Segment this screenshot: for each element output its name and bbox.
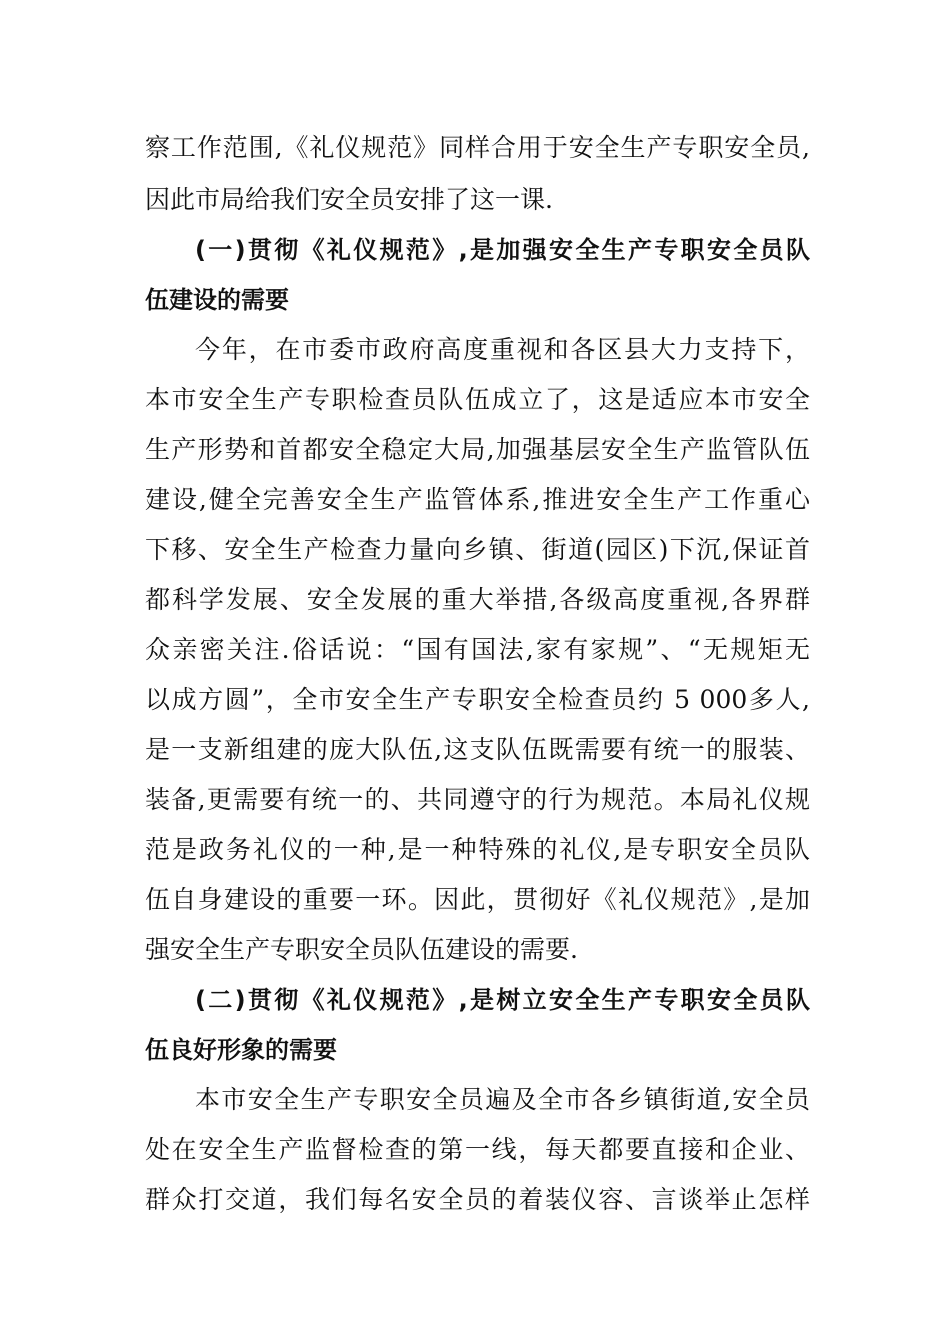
text-line: 强安全生产专职安全员队伍建设的需要. [145, 935, 578, 964]
text-line: 伍自身建设的重要一环。因此，贯彻好《礼仪规范》,是加 [145, 885, 810, 914]
section-heading-1: (一)贯彻《礼仪规范》,是加强安全生产专职安全员队 [195, 236, 810, 264]
text-line: 以成方圆”，全市安全生产专职安全检查员约 5 000多人, [145, 685, 810, 714]
text-line: 因此市局给我们安全员安排了这一课. [145, 185, 553, 214]
section-heading-2: (二)贯彻《礼仪规范》,是树立安全生产专职安全员队 [195, 986, 810, 1014]
text-line: 范是政务礼仪的一种,是一种特殊的礼仪,是专职安全员队 [145, 835, 810, 864]
text-line: 本市安全生产专职检查员队伍成立了，这是适应本市安全 [145, 385, 810, 414]
section-heading-2-cont: 伍良好形象的需要 [145, 1036, 337, 1064]
text-line: 是一支新组建的庞大队伍,这支队伍既需要有统一的服装、 [145, 735, 810, 764]
section-heading-1-cont: 伍建设的需要 [145, 286, 289, 314]
text-line: 下移、安全生产检查力量向乡镇、街道(园区)下沉,保证首 [145, 535, 810, 564]
text-line: 本市安全生产专职安全员遍及全市各乡镇街道,安全员 [195, 1085, 810, 1114]
text-line: 众亲密关注.俗话说：“国有国法,家有家规”、“无规矩无 [145, 635, 810, 664]
text-line: 察工作范围,《礼仪规范》同样合用于安全生产专职安全员, [145, 133, 810, 162]
text-line: 今年，在市委市政府高度重视和各区县大力支持下， [195, 335, 810, 364]
text-line: 群众打交道，我们每名安全员的着装仪容、言谈举止怎样 [145, 1185, 810, 1214]
text-line: 装备,更需要有统一的、共同遵守的行为规范。本局礼仪规 [145, 785, 810, 814]
text-line: 生产形势和首都安全稳定大局,加强基层安全生产监管队伍 [145, 435, 810, 464]
text-line: 处在安全生产监督检查的第一线，每天都要直接和企业、 [145, 1135, 810, 1164]
text-line: 建设,健全完善安全生产监管体系,推进安全生产工作重心 [145, 485, 810, 514]
text-line: 都科学发展、安全发展的重大举措,各级高度重视,各界群 [145, 585, 810, 614]
